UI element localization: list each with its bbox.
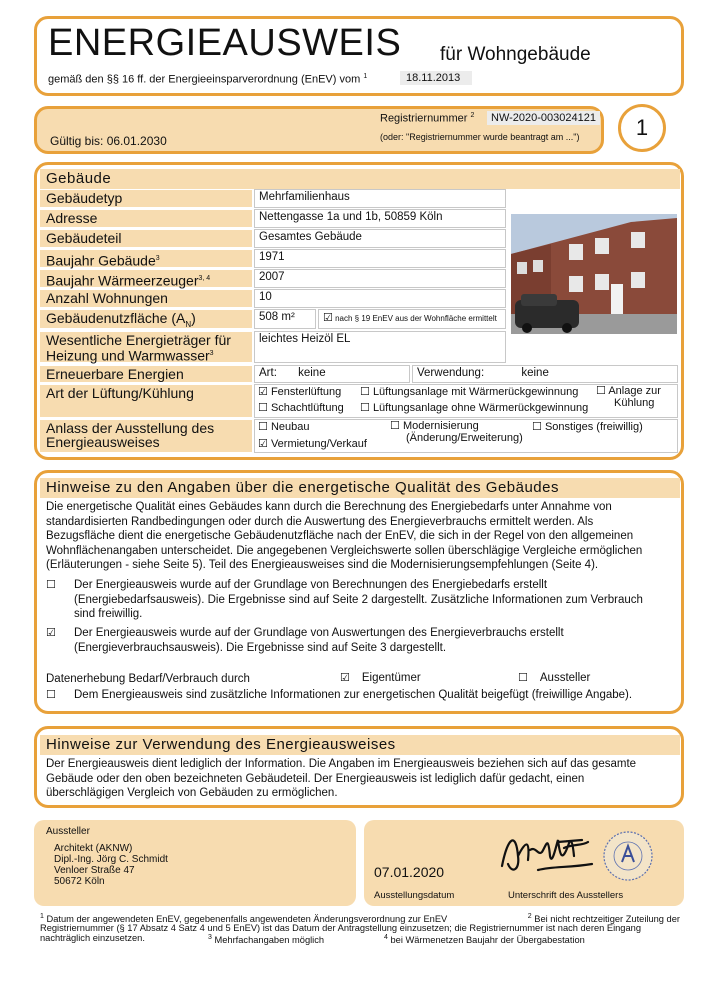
row-label-gebaeudeteil: Gebäudeteil bbox=[40, 230, 252, 247]
issuer-line: 50672 Köln bbox=[54, 876, 105, 887]
renew-use-box bbox=[412, 365, 678, 383]
option-bedarf-checkbox[interactable]: ☐ bbox=[46, 578, 56, 591]
checkbox-icon[interactable]: ☑ bbox=[340, 671, 350, 684]
reason-option-neubau[interactable] bbox=[258, 420, 309, 433]
footnote-2: Bei nicht rechtzeitiger Zuteilung der bbox=[534, 914, 680, 925]
vent-option-ohne-wrg[interactable] bbox=[360, 401, 588, 414]
signature-label: Unterschrift des Ausstellers bbox=[508, 890, 624, 901]
usage-line: Der Energieausweis dient lediglich der Information. Die Angaben im Energieausweis beziehen sich auf das gesamte bbox=[46, 758, 637, 770]
data-owner-option[interactable] bbox=[340, 671, 421, 686]
renew-art-label: Art: bbox=[259, 367, 277, 379]
issuer-line: Dipl.-Ing. Jörg C. Schmidt bbox=[54, 854, 168, 865]
vent-option-fensterlueftung[interactable] bbox=[258, 385, 341, 398]
extra-info-checkbox[interactable]: ☐ bbox=[46, 688, 56, 701]
baujahr-gebaeude-text: Baujahr Gebäude bbox=[46, 252, 156, 269]
footnote-3: Mehrfachangaben möglich bbox=[214, 935, 325, 946]
registration-number: NW-2020-003024121 bbox=[487, 111, 600, 125]
footnote-marker: 4 bbox=[384, 934, 388, 941]
renew-art-box bbox=[254, 365, 410, 383]
signature-image bbox=[498, 826, 598, 878]
option-bedarf-line: sind freiwillig. bbox=[74, 608, 143, 620]
checkbox-icon[interactable]: ☐ bbox=[258, 420, 268, 433]
reason-label-line1: Anlass der Ausstellung des bbox=[46, 420, 215, 436]
law-date: 18.11.2013 bbox=[400, 71, 472, 85]
vent-option-label: Schachtlüftung bbox=[270, 402, 344, 414]
row-label-gebaeudetyp: Gebäudetyp bbox=[40, 190, 252, 207]
vent-option-kuehlung[interactable] bbox=[596, 385, 661, 409]
checkbox-icon[interactable]: ☐ bbox=[532, 420, 542, 433]
data-collection-label: Datenerhebung Bedarf/Verbrauch durch bbox=[46, 673, 250, 685]
row-label-energietraeger bbox=[40, 332, 252, 362]
reason-option-label-2: (Änderung/Erweiterung) bbox=[406, 432, 523, 444]
footnote-marker: 2 bbox=[527, 913, 532, 920]
baujahr-waermeerzeuger-text: Baujahr Wärmeerzeuger bbox=[46, 272, 199, 289]
option-verbrauch-text bbox=[74, 626, 674, 655]
footnote-2-cont: Registriernummer (§ 17 Absatz 4 Satz 4 und 5 EnEV) ist das Datum der Antragstellung einzusetzen; die Registriernummer ist nach deren Eingang bbox=[40, 922, 641, 933]
baujahr-waermeerzeuger-sup: 3, 4 bbox=[198, 275, 211, 282]
usage-line: Gebäude oder den oben bezeichneten Gebäudeteil. Der Energieausweis ist lediglich dafür gedacht, einen bbox=[46, 772, 585, 785]
row-value-adresse: Nettengasse 1a und 1b, 50859 Köln bbox=[254, 209, 506, 228]
reason-option-label: Modernisierung bbox=[402, 420, 479, 432]
issue-date: 07.01.2020 bbox=[374, 864, 445, 880]
energy-label-sup: 3 bbox=[209, 350, 214, 357]
vent-option-mit-wrg[interactable] bbox=[360, 385, 578, 398]
reason-option-label: Neubau bbox=[270, 421, 310, 433]
checkbox-icon[interactable]: ☐ bbox=[360, 401, 370, 414]
area-note-box bbox=[318, 309, 506, 329]
reason-label-line2: Energieausweises bbox=[46, 434, 160, 450]
renew-use-value: keine bbox=[521, 367, 549, 379]
signature-svg bbox=[498, 826, 598, 878]
area-label-text: Gebäudenutzfläche (A bbox=[46, 310, 186, 326]
area-label-sub: N bbox=[185, 319, 192, 329]
reason-option-vermietung[interactable] bbox=[258, 437, 367, 450]
energy-label-line1: Wesentliche Energieträger für bbox=[46, 332, 231, 348]
footnotes bbox=[40, 912, 680, 944]
vent-option-label: Fensterlüftung bbox=[270, 386, 342, 398]
baujahr-gebaeude-sup: 3 bbox=[155, 255, 160, 262]
energy-label-line2: Heizung und Warmwasser bbox=[46, 347, 210, 364]
row-label-erneuerbare: Erneuerbare Energien bbox=[40, 366, 252, 382]
row-label-baujahr-waermeerzeuger bbox=[40, 270, 252, 287]
vent-option-label: Lüftungsanlage ohne Wärmerückgewinnung bbox=[372, 402, 589, 414]
hints-paragraph bbox=[46, 500, 676, 573]
issuer-line: Architekt (AKNW) bbox=[54, 843, 133, 854]
hints-title: Hinweise zu den Angaben über die energetische Qualität des Gebäudes bbox=[40, 478, 680, 498]
checkbox-icon[interactable]: ☑ bbox=[258, 385, 268, 398]
hints-line: (Erläuterungen - siehe Seite 5). Teil des Energieausweises sind die Modernisierungsempfehlungen (Seite 4). bbox=[46, 559, 599, 571]
hints-line: Wohnflächenangaben unterscheidet. Die angegebenen Vergleichswerte sollen überschlägige Vergleiche ermöglichen bbox=[46, 544, 643, 557]
checkbox-icon[interactable]: ☐ bbox=[258, 401, 268, 414]
footnote-marker: 3 bbox=[208, 934, 212, 941]
option-bedarf-line: (Energiebedarfsausweis). Die Ergebnisse sind auf Seite 2 dargestellt. Zusätzliche Informationen zum Verbrauch bbox=[74, 593, 643, 606]
issuer-option-label: Aussteller bbox=[539, 672, 591, 684]
row-label-lueftung: Art der Lüftung/Kühlung bbox=[40, 385, 252, 417]
renew-art-value: keine bbox=[298, 367, 326, 379]
checkbox-icon[interactable]: ☐ bbox=[390, 419, 400, 432]
row-value-gebaeudeteil: Gesamtes Gebäude bbox=[254, 229, 506, 248]
usage-title: Hinweise zur Verwendung des Energieausweises bbox=[40, 735, 680, 755]
seal-svg bbox=[602, 830, 654, 882]
valid-until: Gültig bis: 06.01.2030 bbox=[50, 134, 167, 148]
option-bedarf-line: Der Energieausweis wurde auf der Grundlage von Berechnungen des Energiebedarfs erstellt bbox=[74, 579, 548, 591]
option-bedarf-text bbox=[74, 578, 674, 622]
law-text: gemäß den §§ 16 ff. der Energieeinsparverordnung (EnEV) vom bbox=[48, 73, 361, 86]
owner-label: Eigentümer bbox=[361, 672, 421, 684]
area-label-close: ) bbox=[191, 310, 196, 326]
issuer-address bbox=[54, 843, 168, 887]
area-note: nach § 19 EnEV aus der Wohnfläche ermittelt bbox=[335, 314, 497, 323]
row-label-gebaeudenutzflaeche bbox=[40, 310, 252, 328]
building-photo bbox=[511, 214, 677, 334]
architect-seal bbox=[602, 830, 654, 882]
page-number: 1 bbox=[635, 115, 649, 140]
renew-use-label: Verwendung: bbox=[417, 367, 485, 379]
hints-line: Bezugsfläche dient die energetische Gebäudenutzfläche nach der EnEV, die sich in der Regel von den allgemeinen bbox=[46, 530, 634, 542]
row-value-energietraeger: leichtes Heizöl EL bbox=[254, 331, 506, 363]
document-title: ENERGIEAUSWEIS bbox=[48, 22, 402, 64]
row-value-anzahl-wohnungen: 10 bbox=[254, 289, 506, 308]
vent-option-label: Anlage zur bbox=[608, 385, 661, 397]
reason-option-modernisierung[interactable] bbox=[390, 420, 523, 444]
hints-line: Die energetische Qualität eines Gebäudes kann durch die Berechnung des Energiebedarfs unter Annahme von bbox=[46, 501, 612, 513]
row-value-baujahr-gebaeude: 1971 bbox=[254, 249, 506, 268]
issue-date-label: Ausstellungsdatum bbox=[374, 890, 455, 901]
document-subtitle: für Wohngebäude bbox=[440, 44, 591, 65]
row-value-area: 508 m² bbox=[254, 309, 316, 329]
footnote-1: Datum der angewendeten EnEV, gegebenenfalls angewendeten Änderungsverordnung zur EnEV bbox=[46, 914, 448, 925]
vent-option-schachtlueftung[interactable] bbox=[258, 401, 344, 414]
data-issuer-option[interactable] bbox=[518, 671, 590, 686]
law-sup: 1 bbox=[363, 73, 368, 80]
option-verbrauch-checkbox[interactable]: ☑ bbox=[46, 626, 56, 639]
reason-option-label: Sonstiges (freiwillig) bbox=[544, 421, 643, 433]
checkbox-icon[interactable]: ☐ bbox=[518, 671, 528, 684]
row-label-anlass bbox=[40, 420, 252, 452]
reason-option-label: Vermietung/Verkauf bbox=[270, 438, 367, 450]
footnote-4: bei Wärmenetzen Baujahr der Übergabestation bbox=[390, 935, 585, 946]
usage-line: überschlägigen Vergleich von Gebäuden zu ermöglichen. bbox=[46, 787, 338, 799]
row-label-baujahr-gebaeude bbox=[40, 250, 252, 267]
row-label-anzahl-wohnungen: Anzahl Wohnungen bbox=[40, 290, 252, 307]
law-line bbox=[48, 73, 367, 86]
issuer-line: Venloer Straße 47 bbox=[54, 865, 135, 876]
hints-line: standardisierten Randbedingungen oder durch die Auswertung des Energieverbrauchs ermittelt werden. Als bbox=[46, 515, 594, 528]
page-number-circle bbox=[618, 104, 666, 152]
vent-option-label: Lüftungsanlage mit Wärmerückgewinnung bbox=[372, 386, 579, 398]
issuer-label: Aussteller bbox=[46, 826, 90, 837]
registration-note: (oder: "Registriernummer wurde beantragt am ...") bbox=[380, 132, 580, 142]
checkbox-icon[interactable]: ☐ bbox=[596, 384, 606, 397]
row-value-gebaeudetyp: Mehrfamilienhaus bbox=[254, 189, 506, 208]
checkbox-icon[interactable]: ☑ bbox=[258, 437, 268, 450]
reg-label-text: Registriernummer bbox=[380, 112, 468, 125]
vent-option-label-2: Kühlung bbox=[614, 397, 655, 409]
footnote-marker: 1 bbox=[40, 913, 44, 920]
row-value-baujahr-waermeerzeuger: 2007 bbox=[254, 269, 506, 288]
option-verbrauch-line: Der Energieausweis wurde auf der Grundlage von Auswertungen des Energieverbrauchs erstellt bbox=[74, 627, 564, 639]
reg-sup: 2 bbox=[470, 112, 475, 119]
row-label-adresse: Adresse bbox=[40, 210, 252, 227]
reason-option-sonstiges[interactable] bbox=[532, 420, 643, 433]
checkbox-icon[interactable]: ☐ bbox=[360, 385, 370, 398]
registration-label bbox=[380, 112, 474, 125]
building-section-title: Gebäude bbox=[40, 169, 680, 189]
usage-paragraph bbox=[46, 757, 676, 801]
footnote-2-end: nachträglich einzusetzen. bbox=[40, 933, 145, 943]
building-photo-svg bbox=[511, 214, 677, 334]
option-verbrauch-line: (Energieverbrauchsausweis). Die Ergebnisse sind auf Seite 3 dargestellt. bbox=[74, 641, 447, 654]
extra-info-text: Dem Energieausweis sind zusätzliche Informationen zur energetischen Qualität beigefügt (freiwillige Angabe). bbox=[74, 689, 633, 701]
area-checkbox[interactable]: ☑ bbox=[323, 311, 333, 324]
